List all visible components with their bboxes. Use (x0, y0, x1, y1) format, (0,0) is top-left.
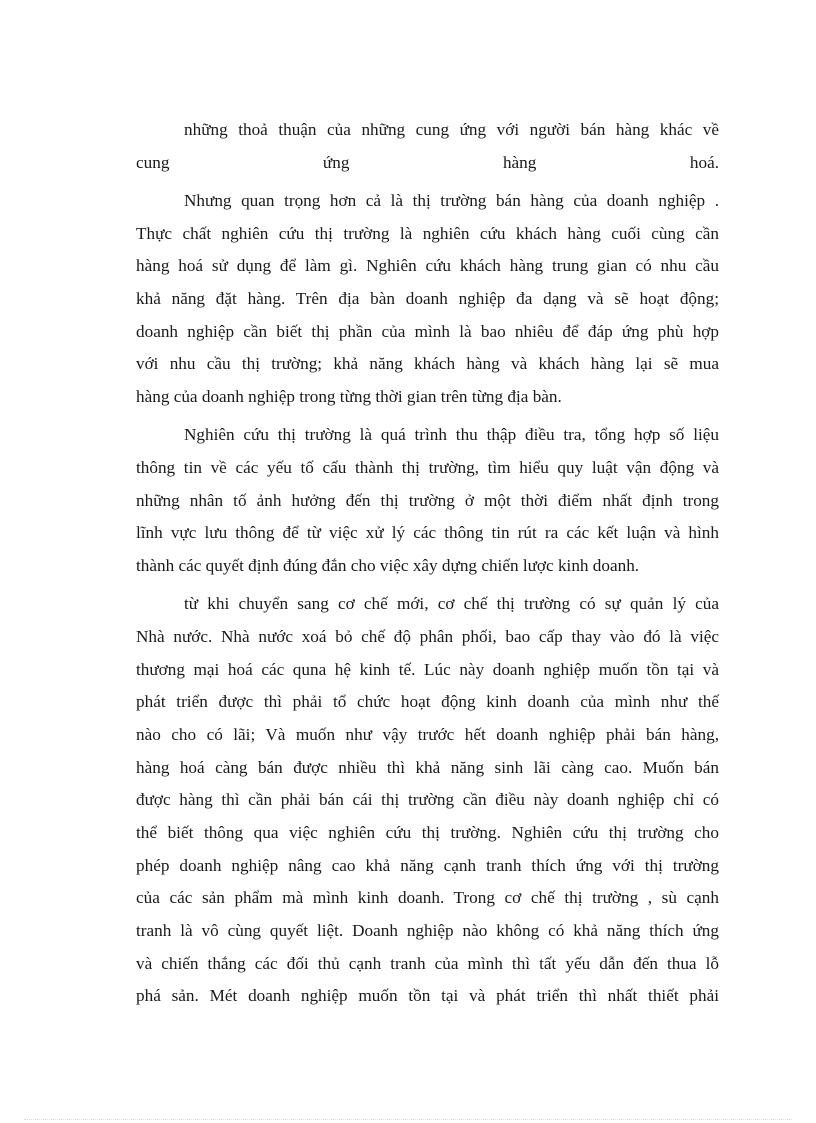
text-line: và chiến thắng các đối thủ cạnh tranh của mình thì tất yếu dẫn đến thua lỗ (136, 953, 719, 973)
text-line: lĩnh vực lưu thông để từ việc xử lý các thông tin rút ra các kết luận và hình (136, 523, 719, 543)
text-line: Thực chất nghiên cứu thị trường là nghiên cứu khách hàng cuối cùng cần (136, 223, 719, 243)
paragraph-3 (136, 419, 719, 582)
text-line: thể biết thông qua việc nghiên cứu thị trường. Nghiên cứu thị trường cho (136, 822, 719, 842)
text-line: được hàng thì cần phải bán cái thị trường cần điều này doanh nghiệp chỉ có (136, 790, 719, 810)
text-line: hàng hoá càng bán được nhiều thì khả năng sinh lãi càng cao. Muốn bán (136, 757, 719, 777)
text-line: Nghiên cứu thị trường là quá trình thu thập điều tra, tổng hợp số liệu (184, 425, 719, 445)
text-line: Nhà nước. Nhà nước xoá bỏ chế độ phân phối, bao cấp thay vào đó là việc (136, 626, 719, 646)
text-line: khả năng đặt hàng. Trên địa bàn doanh nghiệp đa dạng và sẽ hoạt động; (136, 288, 719, 308)
paragraph-4 (136, 588, 719, 1013)
text-line: phá sản. Mét doanh nghiệp muốn tồn tại và phát triển thì nhất thiết phải (136, 986, 719, 1006)
footer-divider (24, 1119, 792, 1120)
text-line: những nhân tố ảnh hưởng đến thị trường ở một thời điểm nhất định trong (136, 490, 719, 510)
text-line: hàng của doanh nghiệp trong từng thời gian trên từng địa bàn. (136, 387, 562, 406)
text-line: nào cho có lãi; Và muốn như vậy trước hết doanh nghiệp phải bán hàng, (136, 724, 719, 744)
text-line: với nhu cầu thị trường; khả năng khách hàng và khách hàng lại sẽ mua (136, 354, 719, 374)
text-line: doanh nghiệp cần biết thị phần của mình là bao nhiêu để đáp ứng phù hợp (136, 321, 719, 341)
text-line: những thoả thuận của những cung ứng với người bán hàng khác về (184, 120, 719, 139)
text-line: hàng hoá sử dụng để làm gì. Nghiên cứu khách hàng trung gian có nhu cầu (136, 256, 719, 276)
paragraph-2 (136, 185, 719, 414)
text-line: phép doanh nghiệp nâng cao khả năng cạnh tranh thích ứng với thị trường (136, 855, 719, 875)
text-line: thương mại hoá các quna hệ kinh tế. Lúc này doanh nghiệp muốn tồn tại và (136, 659, 719, 679)
document-body (136, 114, 719, 1019)
text-line: cung ứng hàng hoá. (136, 152, 719, 172)
text-line: Nhưng quan trọng hơn cả là thị trường bán hàng của doanh nghiệp . (184, 190, 719, 210)
text-line: thành các quyết định đúng đắn cho việc xây dựng chiến lược kinh doanh. (136, 555, 640, 575)
text-line: từ khi chuyển sang cơ chế mới, cơ chế thị trường có sự quản lý của (184, 594, 719, 614)
paragraph-1 (136, 114, 719, 179)
text-line: của các sản phẩm mà mình kinh doanh. Trong cơ chế thị trường , sù cạnh (136, 888, 719, 908)
text-line: thông tin về các yếu tố cấu thành thị trường, tìm hiểu quy luật vận động và (136, 457, 719, 477)
text-line: phát triển được thì phải tổ chức hoạt động kinh doanh của mình như thế (136, 692, 719, 712)
text-line: tranh là vô cùng quyết liệt. Doanh nghiệp nào không có khả năng thích ứng (136, 921, 719, 940)
